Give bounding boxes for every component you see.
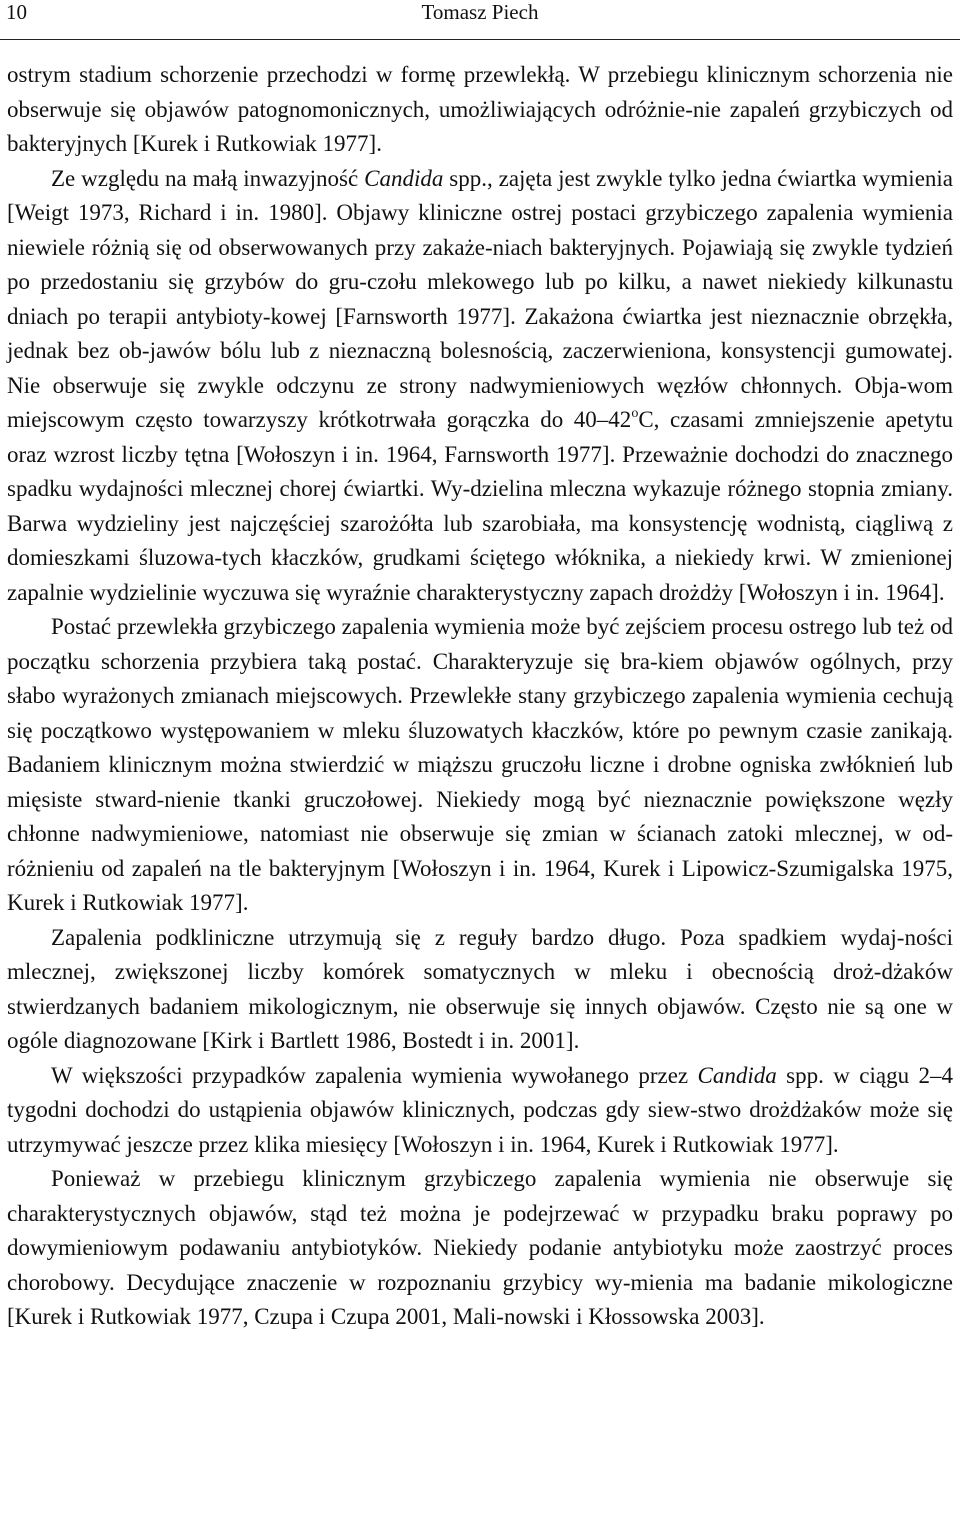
paragraph-5-text-b: spp. w ciągu 2–4 tygodni dochodzi do ustąpienia objawów klinicznych, podczas gdy siew-stwo drożdżaków może się utrzymywać jeszcze przez klika miesięcy [Wołoszyn i in. 1964, Kurek i Rutkowiak 1977]. bbox=[7, 1062, 954, 1157]
paragraph-2-text-b: spp., zajęta jest zwykle tylko jedna ćwiartka wymienia [Weigt 1973, Richard i in. 1980]. Objawy kliniczne ostrej postaci grzybiczego zapalenia wymienia niewiele różnią się od obserwowanych przy zakaże-niach bakteryjnych. Pojawiają się zwykle tydzień po przedostaniu się grzybów do gru-czołu mlekowego lub po kilku, a nawet niekiedy kilkunastu dniach po terapii antybioty-kowej [Farnsworth 1977]. Zakażona ćwiartka jest nieznacznie obrzękła, jednak bez ob-jawów bólu lub z nieznaczną bolesnością, zaczerwieniona, konsystencji gumowatej. Nie obserwuje się zwykle odczynu ze strony nadwymieniowych węzłów chłonnych. Obja-wom miejscowym często towarzyszy krótkotrwała gorączka do 40–42 bbox=[7, 165, 954, 432]
species-name-candida-2: Candida bbox=[697, 1062, 777, 1088]
paragraph-3: Postać przewlekła grzybiczego zapalenia wymienia może być zejściem procesu ostrego lub też od początku schorzenia przybiera taką postać. Charakteryzuje się bra-kiem objawów ogólnych, przy słabo wyrażonych zmianach miejscowych. Przewlekłe stany grzybiczego zapalenia wymienia cechują się początkowo występowaniem w mleku śluzowatych kłaczków, które po pewnym czasie zanikają. Badaniem klinicznym można stwierdzić w miąższu gruczołu liczne i drobne ogniska zwłóknień lub mięsiste stward-nienie tkanki gruczołowej. Niekiedy mogą być nieznacznie powiększone węzły chłonne nadwymieniowe, natomiast nie obserwuje się zmian w ścianach zatoki mlecznej, w od-różnieniu od zapaleń na tle bakteryjnym [Wołoszyn i in. 1964, Kurek i Lipowicz-Szumigalska 1975, Kurek i Rutkowiak 1977]. bbox=[7, 614, 953, 915]
body-text bbox=[7, 58, 953, 1335]
paragraph-5 bbox=[7, 1059, 953, 1163]
paragraph-5-text-a: W większości przypadków zapalenia wymienia wywołanego przez bbox=[51, 1062, 698, 1088]
paragraph-2 bbox=[7, 162, 953, 611]
page-number: 10 bbox=[6, 0, 27, 24]
species-name-candida: Candida bbox=[364, 165, 444, 191]
paragraph-6: Ponieważ w przebiegu klinicznym grzybiczego zapalenia wymienia nie obserwuje się charakterystycznych objawów, stąd też można je podejrzewać w przypadku braku poprawy po dowymieniowym podawaniu antybiotyków. Niekiedy podanie antybiotyku może zaostrzyć proces chorobowy. Decydujące znaczenie w rozpoznaniu grzybicy wy-mienia ma badanie mikologiczne [Kurek i Rutkowiak 1977, Czupa i Czupa 2001, Mali-nowski i Kłossowska 2003]. bbox=[7, 1166, 953, 1329]
paragraph-4: Zapalenia podkliniczne utrzymują się z reguły bardzo długo. Poza spadkiem wydaj-ności mlecznej, zwiększonej liczby komórek somatycznych w mleku i obecnością droż-dżaków stwierdzanych badaniem mikologicznym, nie obserwuje się innych objawów. Często nie są one w ogóle diagnozowane [Kirk i Bartlett 1986, Bostedt i in. 2001]. bbox=[7, 924, 953, 1053]
page-header bbox=[0, 0, 960, 40]
paragraph-2-text-c: C, czasami zmniejszenie apetytu oraz wzrost liczby tętna [Wołoszyn i in. 1964, Farnsworth 1977]. Przeważnie dochodzi do znacznego spadku wydajności mlecznej chorej ćwiartki. Wy-dzielina mleczna wykazuje różnego stopnia zmiany. Barwa wydzieliny jest najczęściej szarożółta lub szarobiała, ma konsystencję wodnistą, ciągliwą z domieszkami śluzowa-tych kłaczków, grudkami ściętego włóknika, a niekiedy krwi. W zmienionej zapalnie wydzielinie wyczuwa się wyraźnie charakterystyczny zapach drożdży [Wołoszyn i in. 1964]. bbox=[7, 407, 953, 605]
paragraph-2-text-a: Ze względu na małą inwazyjność bbox=[51, 165, 365, 191]
running-head-author: Tomasz Piech bbox=[421, 0, 539, 24]
paragraph-1: ostrym stadium schorzenie przechodzi w formę przewlekłą. W przebiegu klinicznym schorzenia nie obserwuje się objawów patognomonicznych, umożliwiających odróżnie-nie zapaleń grzybiczych od bakteryjnych [Kurek i Rutkowiak 1977]. bbox=[7, 62, 953, 156]
degree-superscript: o bbox=[631, 406, 639, 421]
